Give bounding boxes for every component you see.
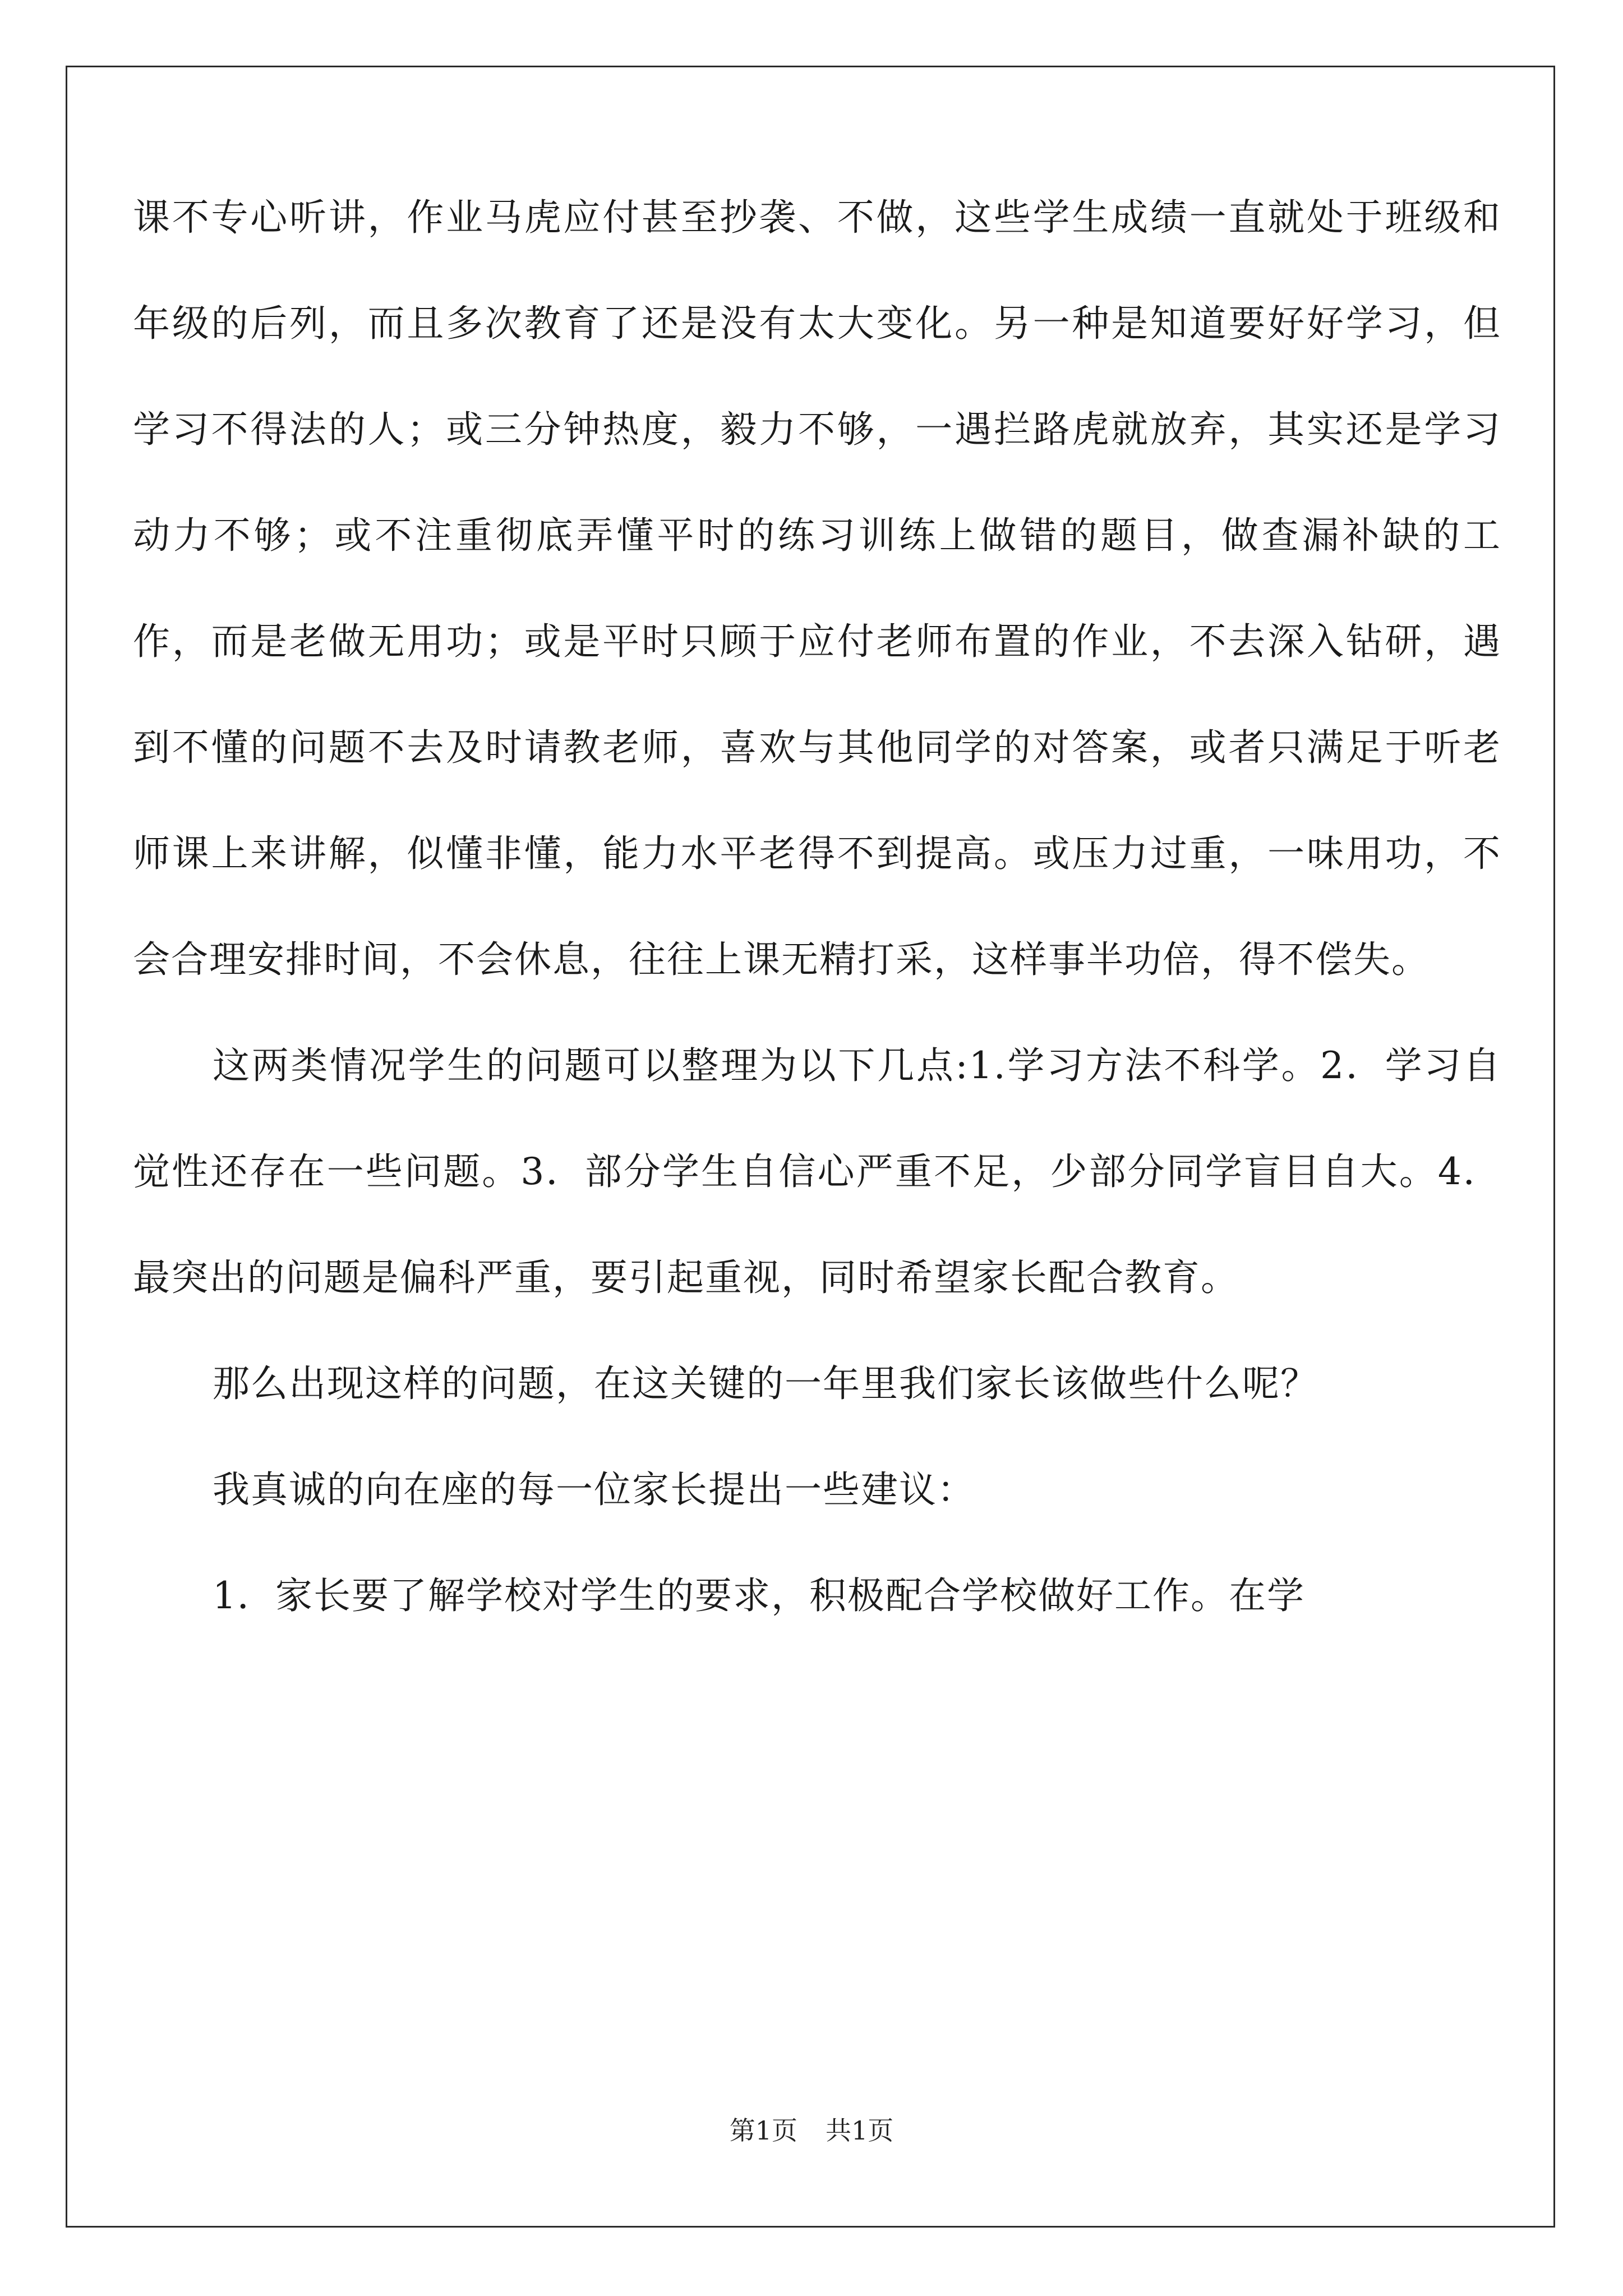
document-body — [133, 164, 1501, 1649]
paragraph-4: 我真诚的向在座的每一位家长提出一些建议： — [213, 1468, 975, 1511]
page-number: 第1页 — [729, 2115, 797, 2146]
paragraph-5: 1．家长要了解学校对学生的要求，积极配合学校做好工作。在学 — [213, 1574, 1305, 1617]
paragraph-3: 那么出现这样的问题，在这关键的一年里我们家长该做些什么呢？ — [213, 1362, 1318, 1405]
page-total: 共1页 — [826, 2115, 894, 2146]
page-footer — [0, 2114, 1623, 2147]
paragraph-1: 课不专心听讲，作业马虎应付甚至抄袭、不做，这些学生成绩一直就处于班级和年级的后列，而且多次教育了还是没有太大变化。另一种是知道要好好学习，但学习不得法的人；或三分钟热度，毅力不够，一遇拦路虎就放弃，其实还是学习动力不够；或不注重彻底弄懂平时的练习训练上做错的题目，做查漏补缺的工作，而是老做无用功；或是平时只顾于应付老师布置的作业，不去深入钻研，遇到不懂的问题不去及时请教老师，喜欢与其他同学的对答案，或者只满足于听老师课上来讲解，似懂非懂，能力水平老得不到提高。或压力过重，一味用功，不会合理安排时间，不会休息，往往上课无精打采，这样事半功倍，得不偿失。 — [133, 196, 1501, 981]
paragraph-2: 这两类情况学生的问题可以整理为以下几点:1.学习方法不科学。2．学习自觉性还存在一些问题。3．部分学生自信心严重不足，少部分同学盲目自大。4．最突出的问题是偏科严重，要引起重视，同时希望家长配合教育。 — [133, 1044, 1501, 1299]
